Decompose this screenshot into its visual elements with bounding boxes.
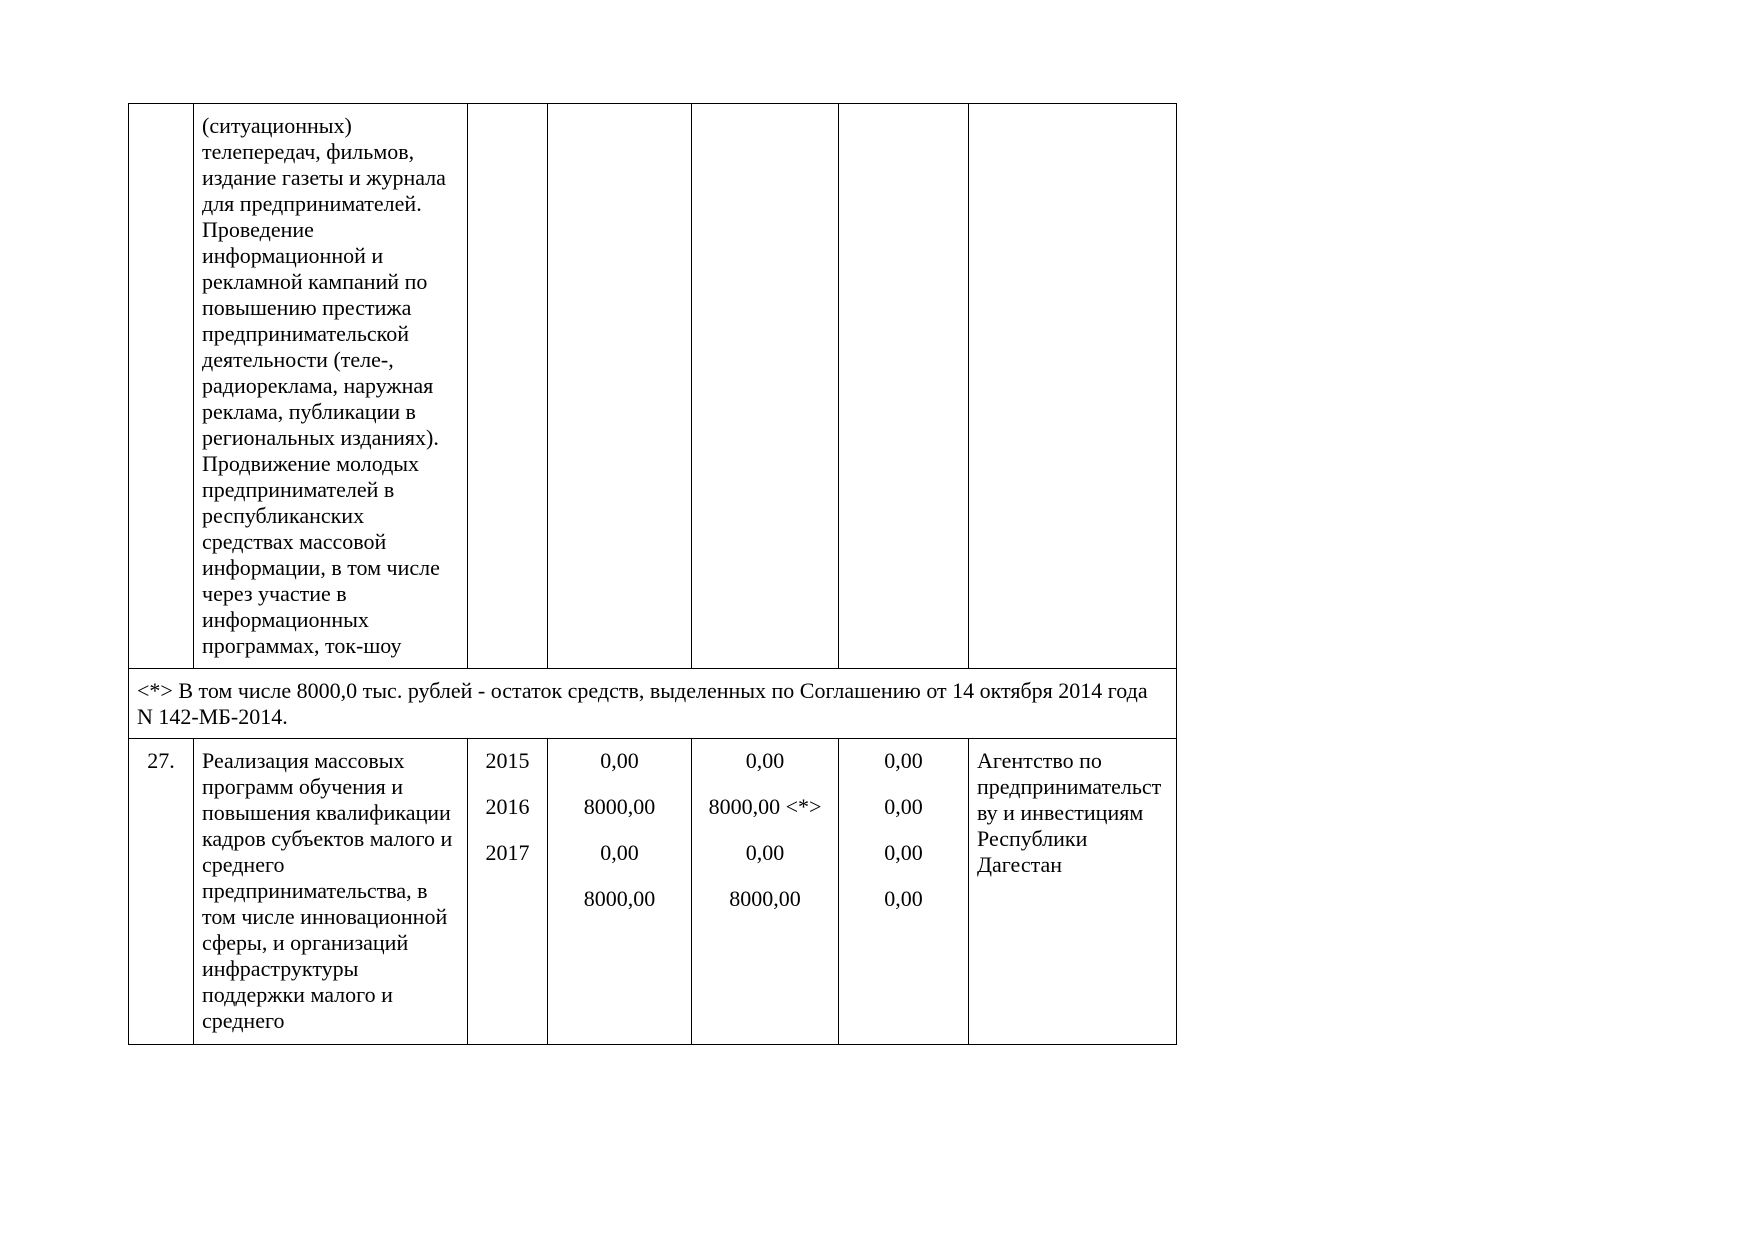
amount-value: 0,00 (884, 748, 923, 773)
cell-years-empty (468, 104, 548, 669)
cell-amounts-with-note (692, 739, 839, 1045)
cell-amounts-third (839, 739, 969, 1045)
cell-amount-empty-2 (692, 104, 839, 669)
amount-value: 8000,00 (729, 886, 801, 911)
cell-amount-empty-3 (839, 104, 969, 669)
year-value: 2015 (485, 748, 530, 773)
amount-value: 0,00 (884, 886, 923, 911)
amount-value: 8000,00 <*> (708, 794, 822, 819)
amount-value: 0,00 (745, 748, 785, 773)
cell-measure-description: (ситуационных) телепередач, фильмов, издание газеты и журнала для предпринимателей. Проведение информационной и рекламной кампаний по повышению престижа предпринимательской деятельности (теле-, радиореклама, наружная реклама, публикации в региональных изданиях). Продвижение молодых предпринимателей в республиканских средствах массовой информации, в том числе через участие в информационных программах, ток-шоу (194, 104, 468, 669)
year-value: 2017 (485, 840, 530, 865)
cell-executor: Агентство по предпринимательству и инвестициям Республики Дагестан (969, 739, 1177, 1045)
table-row-27 (129, 739, 1177, 1045)
table-row-continuation (129, 104, 1177, 669)
cell-years (468, 739, 548, 1045)
amount-value: 0,00 (884, 794, 923, 819)
year-value: 2016 (485, 794, 530, 819)
cell-row-number: 27. (129, 739, 194, 1045)
amount-value: 8000,00 (583, 794, 656, 819)
amount-value: 0,00 (600, 840, 639, 865)
cell-amount-empty-1 (548, 104, 692, 669)
table-row-footnote (129, 669, 1177, 739)
amount-value: 0,00 (884, 840, 923, 865)
cell-measure-description-27: Реализация массовых программ обучения и повышения квалификации кадров субъектов малого и среднего предпринимательства, в том числе инновационной сферы, и организаций инфраструктуры поддержки малого и среднего (194, 739, 468, 1045)
program-measures-table (128, 103, 1177, 1045)
footnote-text: <*> В том числе 8000,0 тыс. рублей - остаток средств, выделенных по Соглашению от 14 октября 2014 года N 142-МБ-2014. (129, 669, 1177, 739)
amount-value: 8000,00 (583, 886, 656, 911)
amount-value: 0,00 (600, 748, 639, 773)
cell-amounts-total (548, 739, 692, 1045)
amount-value: 0,00 (745, 840, 785, 865)
cell-row-number-empty (129, 104, 194, 669)
cell-executor-empty (969, 104, 1177, 669)
